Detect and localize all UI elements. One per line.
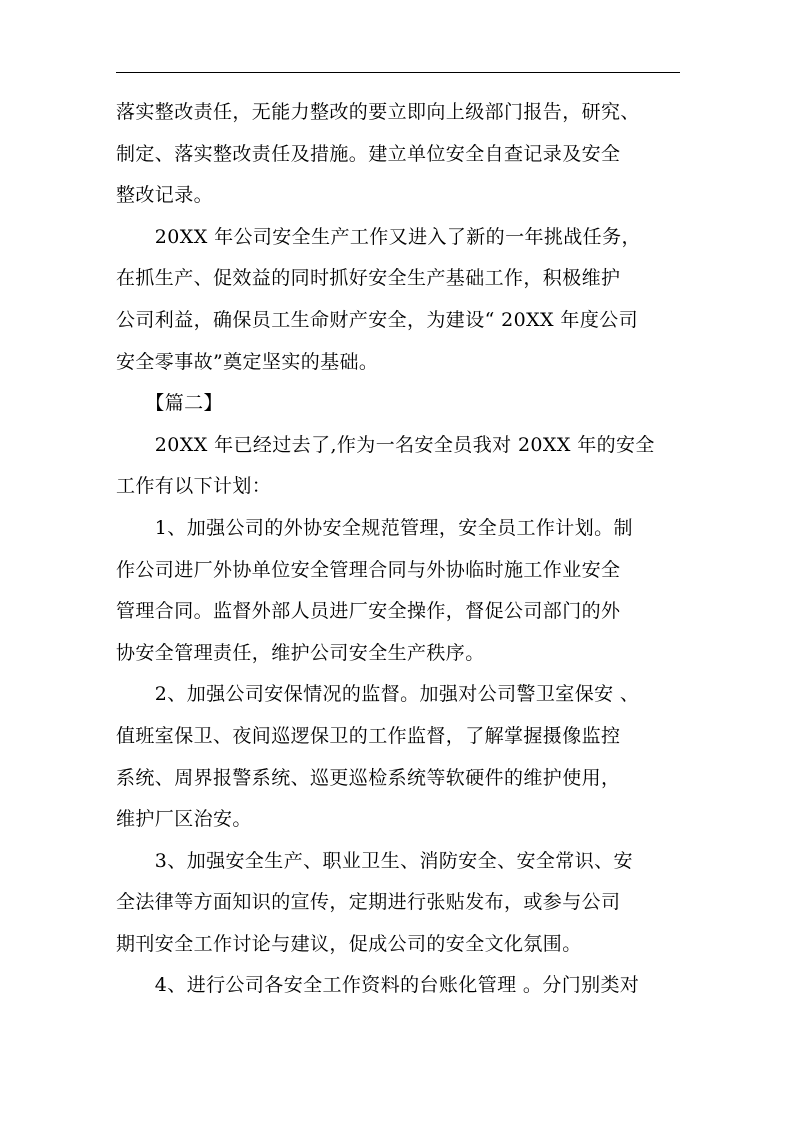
text-line: 系统、周界报警系统、巡更巡检系统等软硬件的维护使用，	[116, 766, 621, 789]
text-line: 在抓生产、促效益的同时抓好安全生产基础工作，积极维护	[116, 267, 621, 290]
text-line: 1、加强公司的外协安全规范管理，安全员工作计划。制	[116, 516, 633, 539]
text-line: 作公司进厂外协单位安全管理合同与外协临时施工作业安全	[116, 558, 621, 581]
text-line: 管理合同。监督外部人员进厂安全操作，督促公司部门的外	[116, 600, 621, 623]
text-line: 3、加强安全生产、职业卫生、消防安全、安全常识、安	[116, 849, 633, 872]
text-line: 安全零事故”奠定坚实的基础。	[116, 350, 379, 373]
text-line: 2、加强公司安保情况的监督。加强对公司警卫室保安 、	[116, 683, 640, 706]
text-line: 工作有以下计划：	[116, 475, 272, 498]
text-line: 制定、落实整改责任及措施。建立单位安全自查记录及安全	[116, 142, 621, 165]
text-line: 维护厂区治安。	[116, 808, 252, 831]
text-line: 值班室保卫、夜间巡逻保卫的工作监督，了解掌握摄像监控	[116, 724, 621, 747]
body-text	[116, 92, 680, 1007]
text-line: 落实整改责任，无能力整改的要立即向上级部门报告，研究、	[116, 101, 640, 123]
text-line: 期刊安全工作讨论与建议，促成公司的安全文化氛围。	[116, 932, 582, 955]
text-line: 20XX 年已经过去了,作为一名安全员我对 20XX 年的安全	[116, 433, 655, 456]
text-line: 4、进行公司各安全工作资料的台账化管理 。分门别类对	[116, 974, 640, 997]
text-line: 全法律等方面知识的宣传，定期进行张贴发布，或参与公司	[116, 891, 621, 914]
section-heading: 【篇二】	[116, 392, 223, 415]
header-rule	[116, 72, 680, 73]
text-line: 整改记录。	[116, 184, 214, 207]
text-line: 协安全管理责任，维护公司安全生产秩序。	[116, 641, 485, 664]
text-line: 公司利益，确保员工生命财产安全，为建设“ 20XX 年度公司	[116, 308, 639, 331]
text-line: 20XX 年公司安全生产工作又进入了新的一年挑战任务，	[116, 225, 641, 248]
